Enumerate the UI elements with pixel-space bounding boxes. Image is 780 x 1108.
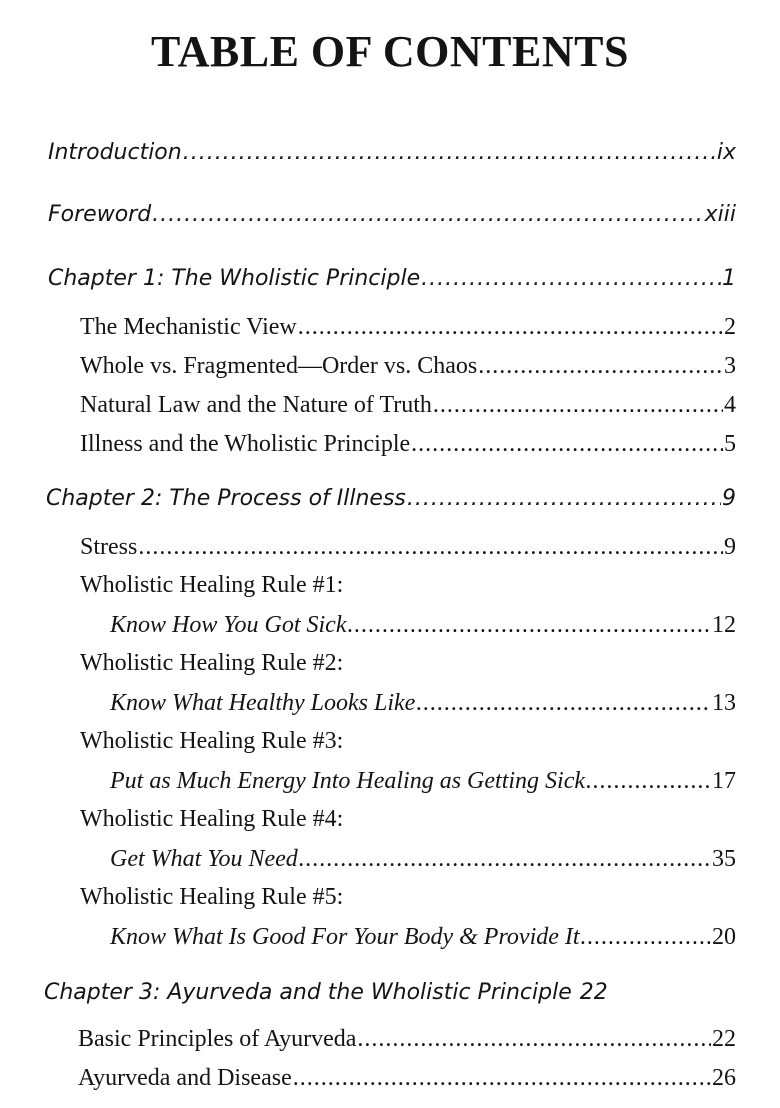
rule-5-heading: Wholistic Healing Rule #5: [80,884,344,910]
toc-page-number: 20 [712,924,736,950]
toc-page-number: xiii [704,202,736,227]
page-title: TABLE OF CONTENTS [151,27,629,76]
toc-page-number: 1 [722,266,736,291]
toc-page-number: 9 [722,486,736,511]
dot-leader [433,392,723,419]
toc-entry-label: Ayurveda and Disease [78,1065,292,1091]
rule-3-heading: Wholistic Healing Rule #3: [80,728,344,754]
toc-entry-label: Basic Principles of Ayurveda [78,1026,357,1052]
rule-2-heading: Wholistic Healing Rule #2: [80,650,344,676]
toc-entry-label: Whole vs. Fragmented—Order vs. Chaos [80,353,478,379]
toc-chapter-label: Chapter 3: Ayurveda and the Wholistic Principle [44,980,572,1005]
toc-section-rule-3[interactable] [110,768,736,795]
toc-entry-label: Foreword [48,202,152,227]
toc-page-number: 13 [712,690,736,716]
dot-leader [293,1065,711,1092]
toc-page-number: 5 [724,431,736,457]
toc-entry-label: Know How You Got Sick [110,612,347,638]
toc-entry-foreword[interactable] [48,202,736,227]
dot-leader [152,202,703,227]
dot-leader [299,846,711,873]
dot-leader [357,1026,711,1053]
dot-leader [183,140,716,165]
toc-entry-label: Stress [80,534,138,560]
dot-leader [581,924,711,951]
rule-4-heading: Wholistic Healing Rule #4: [80,806,344,832]
dot-leader [411,431,723,458]
dot-leader [421,266,721,291]
dot-leader [478,353,723,380]
toc-chapter-2[interactable] [46,486,736,511]
toc-section-illness-wholistic[interactable] [80,431,736,458]
toc-chapter-3[interactable] [44,980,736,1005]
toc-page-number: 26 [712,1065,736,1091]
toc-page-number: 22 [579,980,608,1005]
toc-section-rule-2[interactable] [110,690,736,717]
toc-entry-label: Introduction [48,140,182,165]
toc-page-number: 4 [724,392,736,418]
toc-chapter-1[interactable] [48,266,736,291]
toc-page-number: 17 [712,768,736,794]
toc-entry-label: Illness and the Wholistic Principle [80,431,411,457]
dot-leader [138,534,723,561]
toc-section-rule-5[interactable] [110,924,736,951]
dot-leader [407,486,721,511]
dot-leader [347,612,711,639]
toc-section-rule-4[interactable] [110,846,736,873]
toc-section-whole-vs-fragmented[interactable] [80,353,736,380]
toc-chapter-label: Chapter 1: The Wholistic Principle [48,266,421,291]
toc-page-number: ix [716,140,736,165]
toc-entry-label: Know What Healthy Looks Like [110,690,416,716]
toc-chapter-label: Chapter 2: The Process of Illness [46,486,406,511]
toc-page-number: 22 [712,1026,736,1052]
toc-section-mechanistic-view[interactable] [80,314,736,341]
toc-section-ayurveda-disease[interactable] [78,1065,736,1092]
dot-leader [416,690,711,717]
toc-page-number: 2 [724,314,736,340]
toc-entry-label: The Mechanistic View [80,314,297,340]
toc-entry-label: Get What You Need [110,846,298,872]
toc-page-number: 3 [724,353,736,379]
toc-section-stress[interactable] [80,534,736,561]
toc-entry-label: Put as Much Energy Into Healing as Getting Sick [110,768,586,794]
dot-leader [586,768,711,795]
toc-section-natural-law[interactable] [80,392,736,419]
toc-section-rule-1[interactable] [110,612,736,639]
rule-1-heading: Wholistic Healing Rule #1: [80,572,344,598]
dot-leader [298,314,723,341]
toc-page-number: 12 [712,612,736,638]
toc-page-number: 35 [712,846,736,872]
toc-page-number: 9 [724,534,736,560]
toc-entry-label: Know What Is Good For Your Body & Provide It [110,924,580,950]
toc-entry-label: Natural Law and the Nature of Truth [80,392,432,418]
toc-section-basic-principles[interactable] [78,1026,736,1053]
toc-entry-introduction[interactable] [48,140,736,165]
